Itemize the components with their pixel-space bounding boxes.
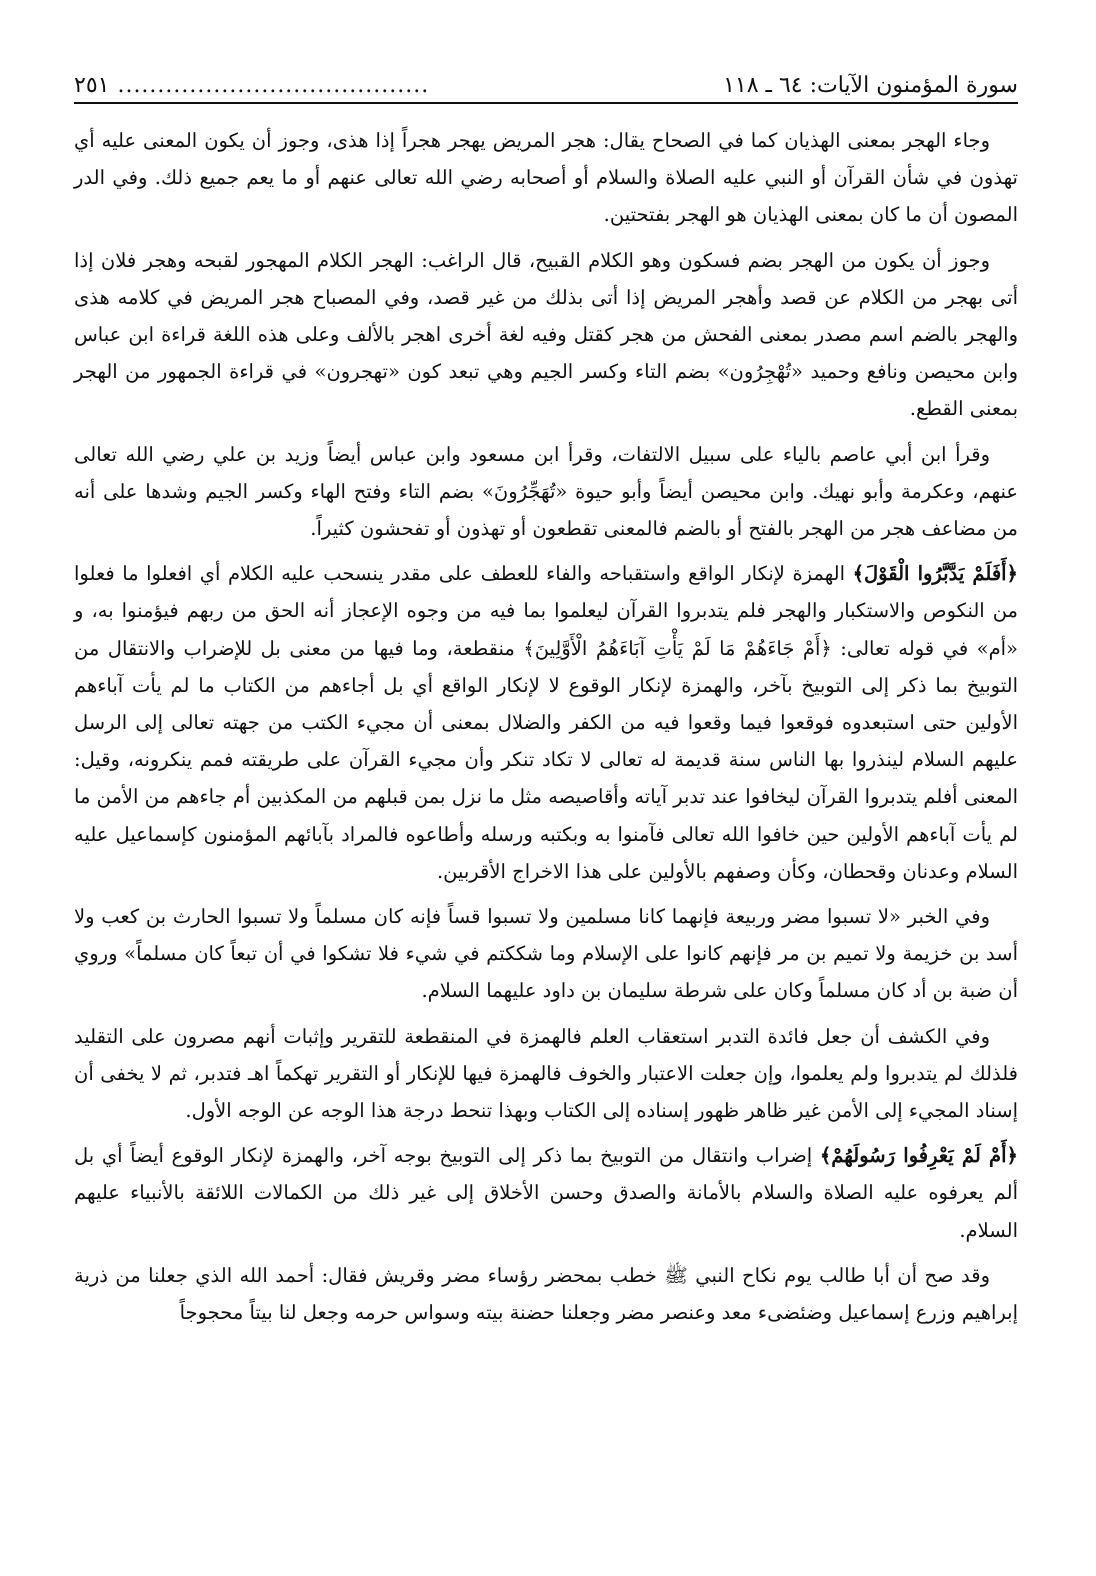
- paragraph-text: إضراب وانتقال من التوبيخ بما ذكر إلى التوبيخ بوجه آخر، والهمزة لإنكار الوقوع أيضاً أي بل ألم يعرفوه عليه الصلاة والسلام بالأمانة والصدق وحسن الأخلاق إلى غير ذلك من الكمالات اللائقة بالأنبياء عليهم السلام.: [74, 1144, 1018, 1242]
- paragraph-text: وقد صح أن أبا طالب يوم نكاح النبي ﷺ خطب بمحضر رؤساء مضر وقريش فقال: أحمد الله الذي جعلنا من ذرية إبراهيم وزرع إسماعيل وضئضىء معد وعنصر مضر وجعلنا حضنة بيته وسواس حرمه وجعل لنا بيتاً محجوجاً: [74, 1263, 1018, 1325]
- paragraph-text: الهمزة لإنكار الواقع واستقباحه والفاء للعطف على مقدر ينسحب عليه الكلام أي افعلوا ما فعلوا من النكوص والاستكبار والهجر فلم يتدبروا القرآن ليعلموا بما فيه من وجوه الإعجاز أنه الحق من ربهم فيؤمنوا به، و «أم» في قوله تعالى: ﴿أَمْ جَاءَهُمْ مَا لَمْ يَأْتِ آبَاءَهُمُ الْأَوَّلِينَ﴾ منقطعة، وما فيها من معنى بل للإضراب والانتقال من التوبيخ بما ذكر إلى التوبيخ بآخر، والهمزة لإنكار الوقوع لا لإنكار الواقع أي بل أجاءهم من الكتاب ما لم يأت آباءهم الأولين حتى استبعدوه فوقعوا فيما وقعوا فيه من الكفر والضلال بمعنى أن مجيء الكتب من جهته تعالى إلى الرسل عليهم السلام لينذروا بها الناس سنة قديمة له تعالى لا تكاد تنكر وأن مجيء القرآن على طريقته فمم ينكرونه، وقيل: المعنى أفلم يتدبروا القرآن ليخافوا عند تدبر آياته وأقاصيصه مثل ما نزل بمن قبلهم من المكذبين أم جاءهم من الأمن ما لم يأت آباءهم الأولين حين خافوا الله تعالى فآمنوا به وبكتبه ورسله وأطاعوه فالمراد بآبائهم المؤمنون كإسماعيل عليه السلام وعدنان وقحطان، وكأن وصفهم بالأولين على هذا الاخراج الأقربين.: [74, 562, 1018, 883]
- paragraph-text: وفي الخبر «لا تسبوا مضر وربيعة فإنهما كانا مسلمين ولا تسبوا قساً فإنه كان مسلماً ولا تسبوا الحارث بن كعب ولا أسد بن خزيمة ولا تميم بن مر فإنهم كانوا على الإسلام وما شككتم في شيء فلا تشكوا في أن تبعاً كان مسلماً» وروي أن ضبة بن أد كان مسلماً وكان على شرطة سليمان بن داود عليهما السلام.: [74, 905, 1018, 1003]
- paragraph-text: وقرأ ابن أبي عاصم بالياء على سبيل الالتفات، وقرأ ابن مسعود وابن عباس أيضاً وزيد بن علي رضي الله تعالى عنهم، وعكرمة وأبو نهيك. وابن محيصن أيضاً وأبو حيوة «تُهَجِّرُونَ» بضم التاء وفتح الهاء وكسر الجيم وشدها على أنه من مضاعف هجر من الهجر بالفتح أو بالضم فالمعنى تقطعون أو تهذون أو تفحشون كثيراً.: [74, 442, 1018, 541]
- paragraph-6: [74, 1018, 1018, 1130]
- paragraph-text: وجوز أن يكون من الهجر بضم فسكون وهو الكلام القبيح، قال الراغب: الهجر الكلام المهجور لقبحه وهجر فلان إذا أتى بهجر من الكلام عن قصد وأهجر المريض إذا أتى بذلك من غير قصد، وفي المصباح هجر المريض في كلامه هذى والهجر بالضم اسم مصدر بمعنى الفحش من هجر كقتل وفيه لغة أخرى اهجر بالألف وعلى هذه اللغة قراءة ابن عباس وابن محيصن ونافع وحميد «تُهْجِرُون» بضم التاء وكسر الجيم وهي تبعد كون «تهجرون» في قراءة الجمهور من الهجر بمعنى القطع.: [74, 248, 1018, 421]
- dot-leader: .......................................: [117, 73, 430, 98]
- page-number: ٢٥١: [74, 73, 110, 98]
- paragraph-text: وفي الكشف أن جعل فائدة التدبر استعقاب العلم فالهمزة في المنقطعة للتقرير وإثبات أنهم مصرون على التقليد فلذلك لم يتدبروا ولم يعلموا، وإن جعلت الاعتبار والخوف فالهمزة فيها للإنكار أو التقرير تهكماً اهـ فتدبر، ثم لا يخفى أن إسناد المجيء إلى الأمن غير ظاهر ظهور إسناده إلى الكتاب وبهذا تنحط درجة هذا الوجه عن الوجه الأول.: [74, 1024, 1018, 1123]
- quran-verse: ﴿أَفَلَمْ يَدَّبَّرُوا الْقَوْلَ﴾: [852, 562, 1018, 586]
- quran-verse: ﴿أَمْ لَمْ يَعْرِفُوا رَسُولَهُمْ﴾: [819, 1144, 1018, 1168]
- paragraph-7: [74, 1137, 1018, 1249]
- paragraph-2: [74, 242, 1018, 428]
- paragraph-1: [74, 122, 1018, 234]
- paragraph-text: وجاء الهجر بمعنى الهذيان كما في الصحاح يقال: هجر المريض يهجر هجراً إذا هذى، وجوز أن يكون المعنى عليه أي تهذون في شأن القرآن أو النبي عليه الصلاة والسلام أو أصحابه رضي الله تعالى عنهم أو ما يعم جميع ذلك. وفي الدر المصون أن ما كان بمعنى الهذيان هو الهجر بفتحتين.: [74, 129, 1018, 227]
- paragraph-5: [74, 898, 1018, 1010]
- surah-title: سورة المؤمنون الآيات: ٦٤ ـ ١١٨: [723, 73, 1018, 98]
- paragraph-3: [74, 436, 1018, 548]
- paragraph-4: [74, 555, 1018, 890]
- paragraph-8: [74, 1257, 1018, 1331]
- running-header: [74, 52, 1018, 104]
